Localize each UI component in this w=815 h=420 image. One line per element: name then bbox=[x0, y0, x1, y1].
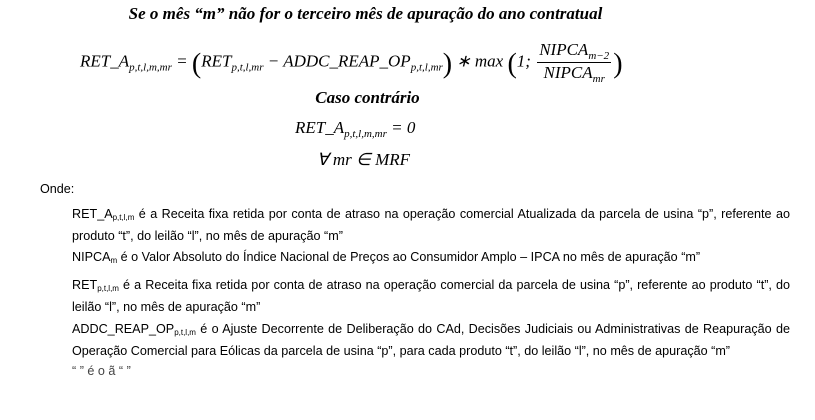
eq1-open-paren: ( bbox=[191, 48, 202, 80]
eq2-rhs: = 0 bbox=[391, 118, 416, 137]
eq1-num: NIPCA bbox=[539, 40, 589, 59]
def4-sub: p,t,l,m bbox=[174, 328, 196, 337]
eq1-numerator bbox=[537, 40, 611, 63]
condition-otherwise: Caso contrário bbox=[315, 88, 420, 107]
definition-addc-reap-op bbox=[72, 320, 790, 360]
eq2-lhs-sub: p,t,l,m,mr bbox=[344, 128, 387, 140]
def4-text: é o Ajuste Decorrente de Deliberação do CAd, Decisões Judiciais ou Administrativas de Reapuração de Operação Comercial para Eólicas da parcela de usina “p”, para cada produto “t”, do leilão “l”, no mês de apuração “m” bbox=[72, 322, 790, 358]
definition-ret-a bbox=[72, 205, 790, 245]
eq1-term1-sub: p,t,l,mr bbox=[231, 61, 264, 74]
equation-forall: ∀ mr ∈ MRF bbox=[317, 150, 411, 169]
eq1-fraction bbox=[537, 40, 611, 85]
eq1-term2-sub: p,t,l,mr bbox=[410, 61, 443, 74]
eq1-denominator bbox=[537, 63, 611, 85]
def1-text: é a Receita fixa retida por conta de atraso na operação comercial Atualizada da parcela de usina “p”, referente ao produto “t”, do leilão “l”, no mês de apuração “m” bbox=[72, 207, 790, 243]
onde-label: Onde: bbox=[40, 182, 75, 196]
eq1-num-sub: m−2 bbox=[588, 50, 610, 62]
eq1-equals: = bbox=[176, 51, 188, 71]
def1-sub: p,t,l,m bbox=[112, 213, 135, 222]
eq1-max-close: ) bbox=[613, 48, 623, 80]
def2-symbol: NIPCA bbox=[72, 250, 111, 264]
def2-sub: m bbox=[110, 256, 118, 265]
eq1-one: 1; bbox=[516, 51, 531, 71]
def3-sub: p,t,l,m bbox=[97, 284, 119, 293]
eq1-minus: − bbox=[267, 51, 280, 71]
eq1-times-max: ∗ max bbox=[456, 51, 504, 71]
condition-not-third-month: Se o mês “m” não for o terceiro mês de apuração do ano contratual bbox=[128, 4, 603, 23]
eq2-lhs: RET_A bbox=[295, 118, 345, 137]
def1-symbol: RET_A bbox=[72, 207, 113, 221]
eq1-close-paren: ) bbox=[442, 48, 453, 80]
eq1-den-sub: mr bbox=[592, 73, 605, 85]
eq1-lhs-sub: p,t,l,m,mr bbox=[129, 61, 172, 74]
definition-ret bbox=[72, 276, 790, 316]
eq1-term1: RET bbox=[201, 51, 232, 71]
eq1-term2: ADDC_REAP_OP bbox=[283, 51, 411, 71]
equation-ret-a-zero bbox=[295, 118, 415, 140]
def2-text: é o Valor Absoluto do Índice Nacional de Preços ao Consumidor Amplo – IPCA no mês de apuração “m” bbox=[117, 250, 701, 264]
eq1-max-open: ( bbox=[507, 48, 517, 80]
definition-nipca bbox=[72, 248, 790, 270]
eq1-den: NIPCA bbox=[543, 63, 593, 82]
eq1-lhs: RET_A bbox=[80, 51, 130, 71]
def3-text: é a Receita fixa retida por conta de atraso na operação comercial da parcela de usina “p”, referente ao produto “t”, do leilão “l”, no mês de apuração “m” bbox=[72, 278, 790, 314]
def4-symbol: ADDC_REAP_OP bbox=[72, 322, 175, 336]
equation-ret-a-main bbox=[80, 40, 623, 85]
cutoff-next-line: “ ” é o ã “ ” bbox=[72, 364, 131, 378]
def3-symbol: RET bbox=[72, 278, 98, 292]
